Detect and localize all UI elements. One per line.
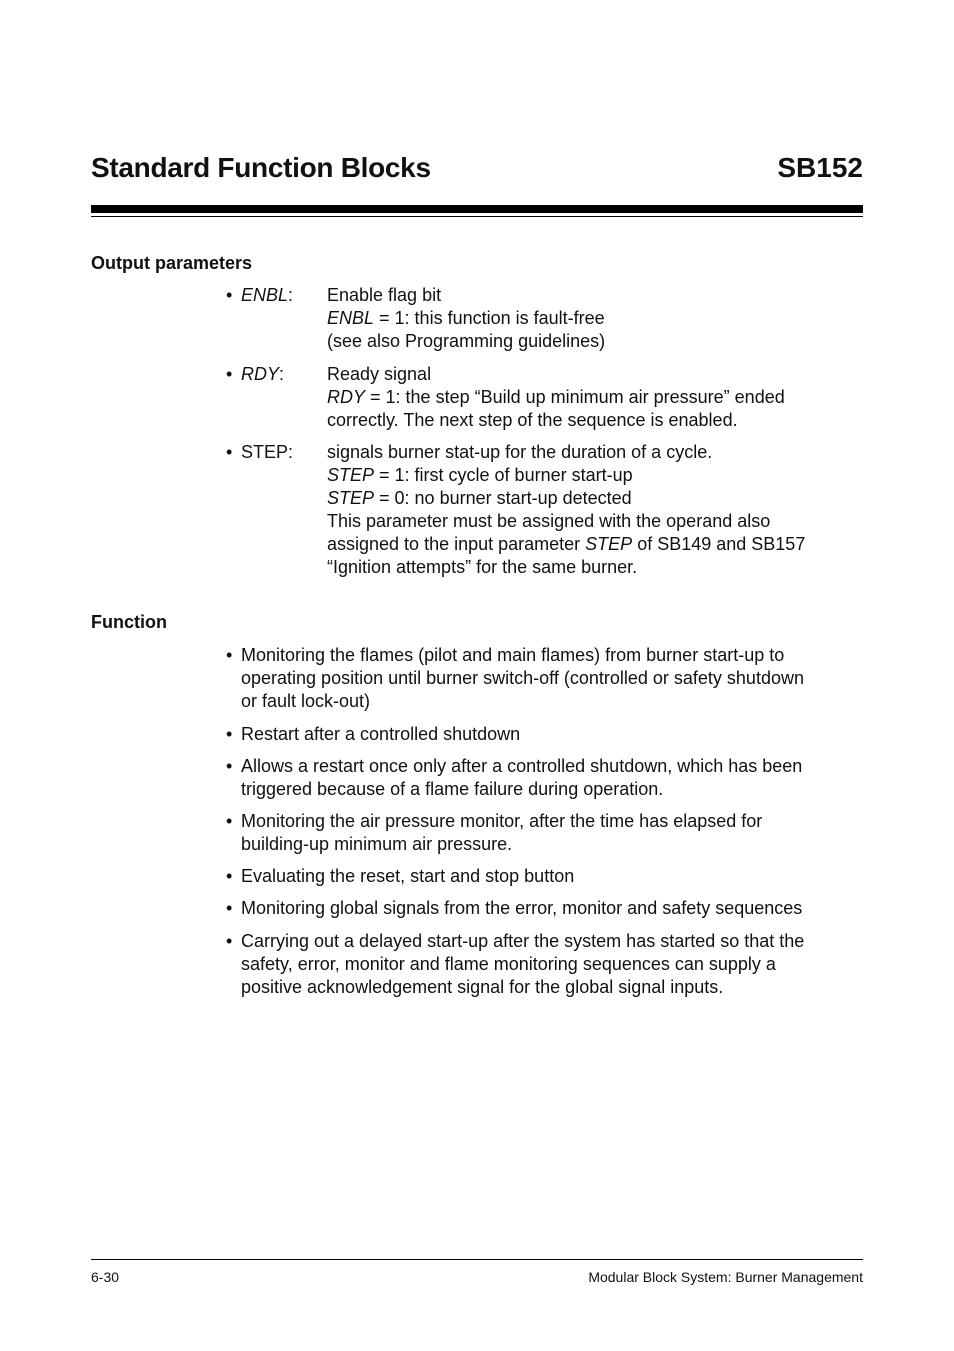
function-item-text: Restart after a controlled shutdown — [241, 724, 521, 744]
header-rule-thick — [91, 205, 863, 213]
bullet: • — [226, 645, 233, 665]
param-description: signals burner stat-up for the duration of a cycle. STEP = 1: first cycle of burner start-up STEP = 0: no burner start-up detected This parameter must be assigned with the operand also assigned to the input parameter STEP of SB149 and SB157 “Ignition attempts” for the same burner. — [327, 442, 806, 577]
function-item-text: Monitoring the air pressure monitor, after the time has elapsed for building-up minimum air pressure. — [241, 811, 763, 854]
function-item-text: Allows a restart once only after a controlled shutdown, which has been triggered because of a flame failure during operation. — [241, 756, 803, 799]
param-name: ENBL: — [241, 285, 294, 305]
param-name: STEP: — [241, 442, 294, 462]
output-parameters-heading: Output parameters — [91, 253, 253, 273]
bullet: • — [226, 442, 233, 462]
footer-rule — [91, 1259, 863, 1260]
function-item-text: Carrying out a delayed start-up after the system has started so that the safety, error, monitor and flame monitoring sequences can supply a positive acknowledgement signal for the global signal inputs. — [241, 931, 805, 997]
function-item-text: Evaluating the reset, start and stop button — [241, 866, 575, 886]
bullet: • — [226, 931, 233, 951]
bullet: • — [226, 811, 233, 831]
bullet: • — [226, 866, 233, 886]
param-name: RDY: — [241, 364, 285, 384]
bullet: • — [226, 898, 233, 918]
bullet: • — [226, 285, 233, 305]
page-header-code: SB152 — [777, 152, 863, 183]
param-description: Ready signal RDY = 1: the step “Build up minimum air pressure” ended correctly. The next step of the sequence is enabled. — [327, 364, 785, 430]
footer-manual-title: Modular Block System: Burner Management — [588, 1269, 863, 1285]
bullet: • — [226, 756, 233, 776]
bullet: • — [226, 724, 233, 744]
param-description: Enable flag bit ENBL = 1: this function is fault-free (see also Programming guidelines) — [327, 285, 606, 351]
function-item-text: Monitoring the flames (pilot and main flames) from burner start-up to operating position until burner switch-off (controlled or safety shutdown or fault lock-out) — [241, 645, 804, 711]
function-heading: Function — [91, 612, 167, 632]
footer-page-number: 6-30 — [91, 1269, 120, 1285]
function-item-text: Monitoring global signals from the error, monitor and safety sequences — [241, 898, 803, 918]
bullet: • — [226, 364, 233, 384]
page-header-title: Standard Function Blocks — [91, 152, 431, 183]
header-rule-thin — [91, 216, 863, 217]
